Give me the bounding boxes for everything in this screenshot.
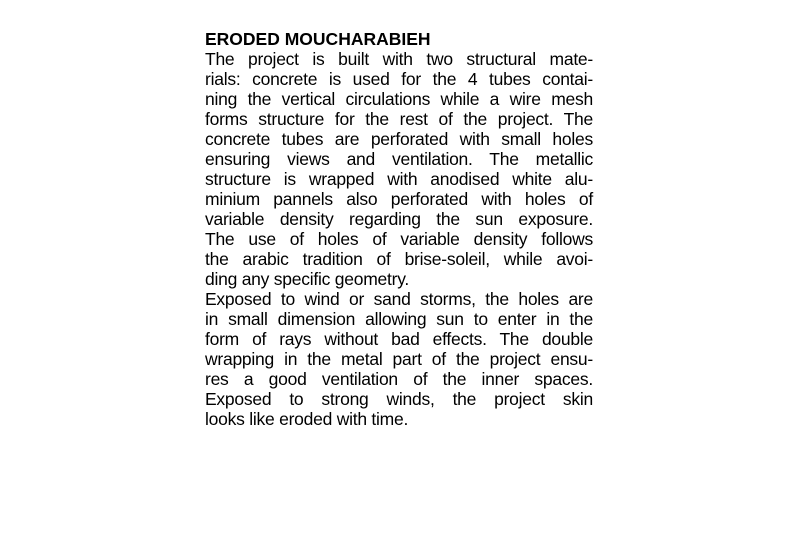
text-line: in small dimension allowing sun to enter in the <box>205 309 593 329</box>
text-line: form of rays without bad effects. The double <box>205 329 593 349</box>
paragraph-2 <box>205 289 593 429</box>
text-line: Exposed to strong winds, the project skin <box>205 389 593 409</box>
text-line: ensuring views and ventilation. The metallic <box>205 149 593 169</box>
paragraph-1 <box>205 49 593 289</box>
text-line: rials: concrete is used for the 4 tubes contai- <box>205 69 593 89</box>
text-line: res a good ventilation of the inner spaces. <box>205 369 593 389</box>
document-title: ERODED MOUCHARABIEH <box>205 29 431 49</box>
text-line: variable density regarding the sun exposure. <box>205 209 593 229</box>
text-line: Exposed to wind or sand storms, the holes are <box>205 289 593 309</box>
text-line: The use of holes of variable density follows <box>205 229 593 249</box>
text-line: the arabic tradition of brise-soleil, while avoi- <box>205 249 593 269</box>
text-line: looks like eroded with time. <box>205 409 409 429</box>
text-line: forms structure for the rest of the project. The <box>205 109 593 129</box>
text-line: ding any specific geometry. <box>205 269 410 289</box>
text-line: minium pannels also perforated with holes of <box>205 189 593 209</box>
text-block <box>205 29 593 429</box>
text-line: The project is built with two structural mate- <box>205 49 593 69</box>
text-line: wrapping in the metal part of the project ensu- <box>205 349 593 369</box>
text-line: concrete tubes are perforated with small holes <box>205 129 593 149</box>
text-line: structure is wrapped with anodised white alu- <box>205 169 593 189</box>
text-line: ning the vertical circulations while a wire mesh <box>205 89 593 109</box>
